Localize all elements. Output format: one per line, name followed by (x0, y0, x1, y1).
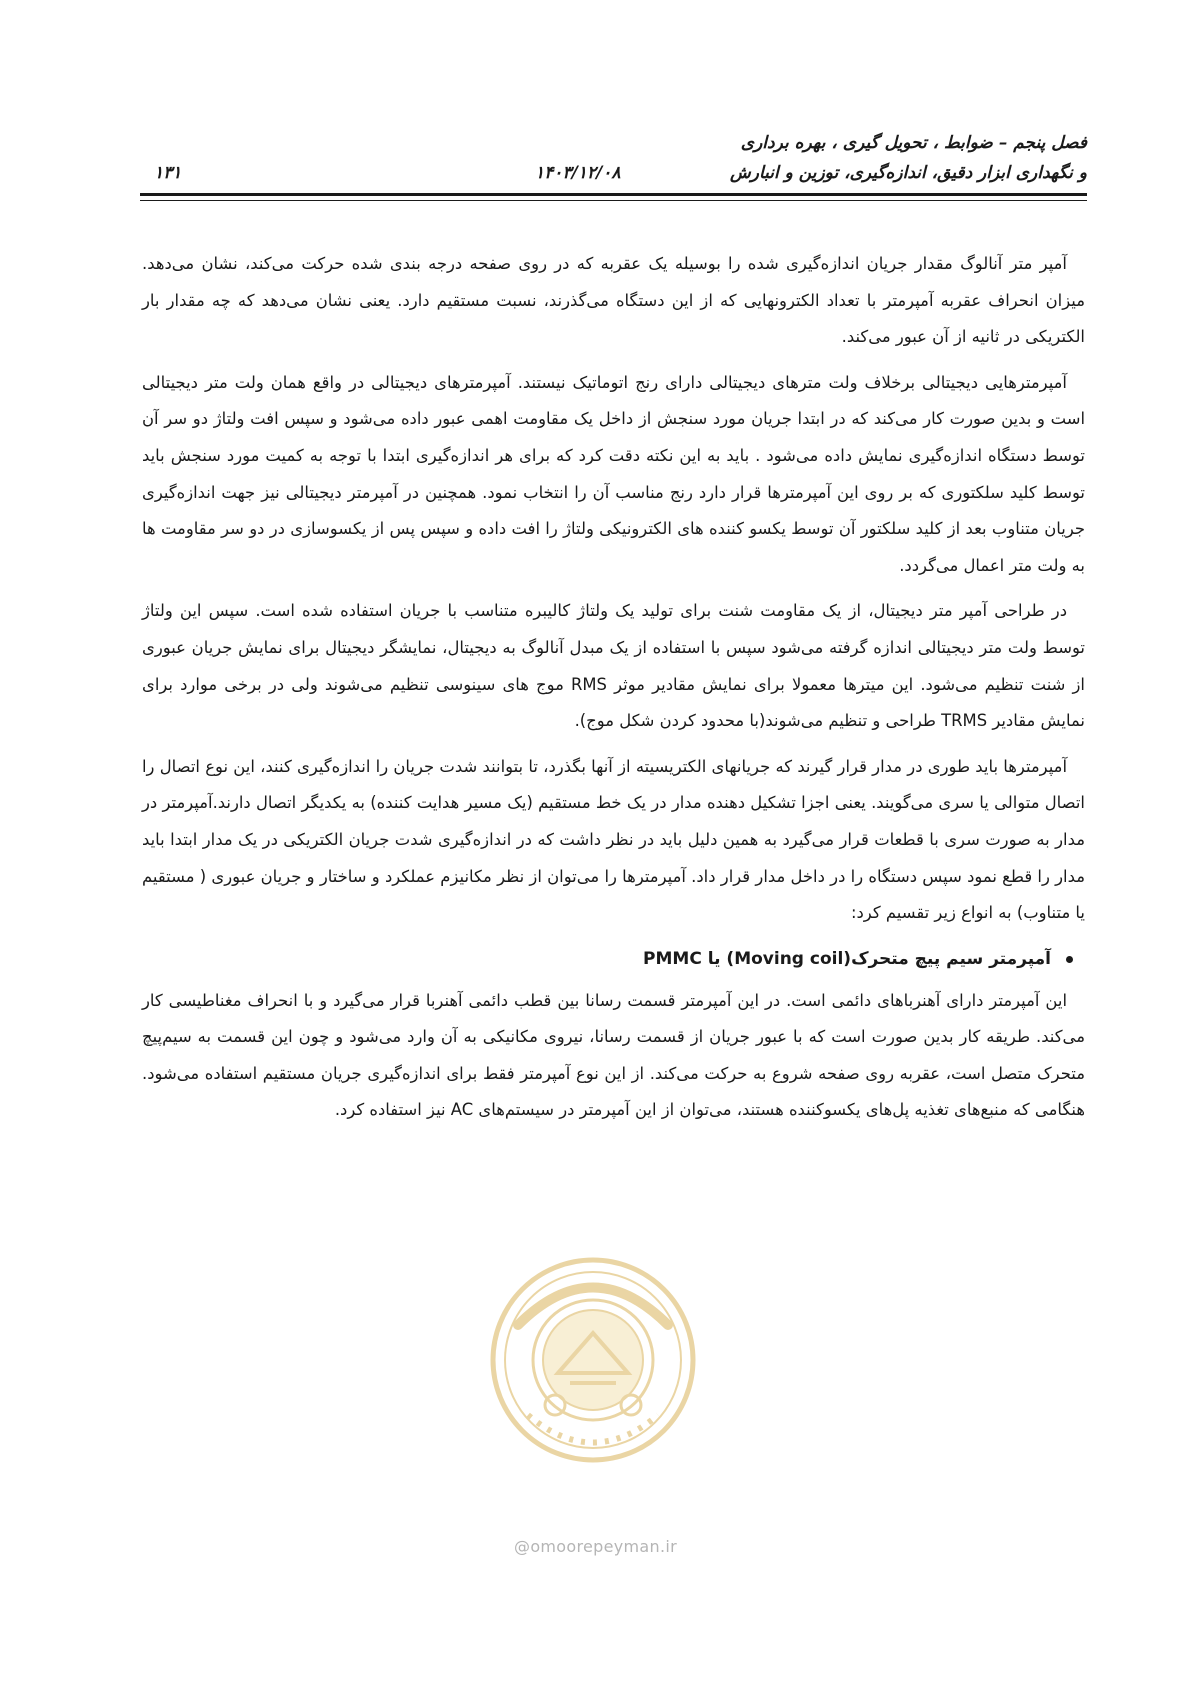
bullet-pmmc (142, 941, 1085, 977)
bullet-dot-icon (1066, 956, 1073, 963)
watermark-site: @omoorepeyman.ir (514, 1537, 677, 1556)
chapter-title-line-1: فصل پنجم – ضوابط ، تحویل گیری ، بهره برداری (740, 133, 1087, 153)
page-number: ۱۳۱ (154, 163, 182, 183)
page-header (140, 128, 1087, 198)
seal-watermark-icon (488, 1255, 698, 1465)
header-rule-thick (140, 193, 1087, 196)
header-rule-thin (140, 200, 1087, 201)
chapter-title-line-2: و نگهداری ابزار دقیق، اندازه‌گیری، توزین و انبارش (730, 163, 1087, 183)
header-date: ۱۴۰۳/۱۲/۰۸ (535, 163, 621, 183)
bullet-pmmc-text: آمپرمتر سیم پیچ متحرک(Moving coil) یا PMMC (643, 948, 1051, 969)
paragraph-digital-ammeter: آمپرمترهایی دیجیتالی برخلاف ولت مترهای دیجیتالی دارای رنج اتوماتیک نیستند. آمپرمترهای دیجیتالی در واقع همان ولت متر دیجیتالی است و بدین صورت کار می‌کند که در ابتدا جریان مورد سنجش از داخل یک مقاومت اهمی عبور داده می‌شود و سپس افت ولتاژ دو سر آن توسط دستگاه اندازه‌گیری نمایش داده می‌شود . باید به این نکته دقت کرد که برای هر اندازه‌گیری ابتدا با توجه به کمیت مورد سنجش باید توسط کلید سلکتوری که بر روی این آمپرمترها قرار دارد رنج مناسب آن را انتخاب نمود. همچنین در آمپرمتر دیجیتالی نیز جهت اندازه‌گیری جریان متناوب بعد از کلید سلکتور آن توسط یکسو کننده های الکترونیکی ولتاژ را افت داده و سپس پس از یکسوسازی در دو سر مقاومت ها به ولت متر اعمال می‌گردد. (142, 372, 1085, 575)
paragraph-series-connection: آمپرمترها باید طوری در مدار قرار گیرند که جریانهای الکتریسیته از آنها بگذرد، تا بتوانند شدت جریان را اندازه‌گیری کنند، این نوع اتصال را اتصال متوالی یا سری می‌گویند. یعنی اجزا تشکیل دهنده مدار در یک خط مستقیم (یک مسیر هدایت کننده) به یکدیگر اتصال دارند.آمپرمتر در مدار به صورت سری با قطعات قرار می‌گیرد به همین دلیل باید در نظر داشت که در اندازه‌گیری شدت جریان الکتریکی در یک مدار ابتدا باید مدار را قطع نمود سپس دستگاه را در داخل مدار قرار داد. آمپرمترها را می‌توان از نظر مکانیزم عملکرد و ساختار و جریان عبوری ( مستقیم یا متناوب) به انواع زیر تقسیم کرد: (142, 756, 1085, 923)
chapter-title (730, 128, 1087, 188)
body-text (142, 246, 1085, 1138)
paragraph-pmmc: این آمپرمتر دارای آهنرباهای دائمی است. در این آمپرمتر قسمت رسانا بین قطب دائمی آهنربا قرار می‌گیرد و با انحراف مغناطیسی کار می‌کند. طریقه کار بدین صورت است که با عبور جریان از قسمت رسانا، نیروی مکانیکی به آن وارد می‌شود و چون این قسمت به سیم‌پیچ متحرک متصل است، عقربه روی صفحه شروع به حرکت می‌کند. از این نوع آمپرمتر فقط برای اندازه‌گیری جریان مستقیم استفاده می‌شود. هنگامی که منبع‌های تغذیه پل‌های یکسوکننده هستند، می‌توان از این آمپرمتر در سیستم‌های AC نیز استفاده کرد. (142, 990, 1085, 1120)
paragraph-digital-design: در طراحی آمپر متر دیجیتال، از یک مقاومت شنت برای تولید یک ولتاژ کالیبره متناسب با جریان استفاده شده است. سپس این ولتاژ توسط ولت متر دیجیتالی اندازه گرفته می‌شود سپس با استفاده از یک مبدل آنالوگ به دیجیتال، نمایشگر دیجیتال برای نمایش جریان عبوری از شنت تنظیم می‌شود. این میترها معمولا برای نمایش مقادیر موثر RMS موج های سینوسی تنظیم می‌شوند ولی در برخی موارد برای نمایش مقادیر TRMS طراحی و تنظیم می‌شوند(با محدود کردن شکل موج). (142, 601, 1085, 731)
paragraph-analog-ammeter: آمپر متر آنالوگ مقدار جریان اندازه‌گیری شده را بوسیله یک عقربه که در روی صفحه درجه بندی شده حرکت می‌کند، نشان می‌دهد. میزان انحراف عقربه آمپرمتر با تعداد الکترونهایی که از این دستگاه می‌گذرند، نسبت مستقیم دارد. یعنی نشان می‌دهد که چه مقدار بار الکتریکی در ثانیه از آن عبور می‌کند. (142, 254, 1085, 347)
